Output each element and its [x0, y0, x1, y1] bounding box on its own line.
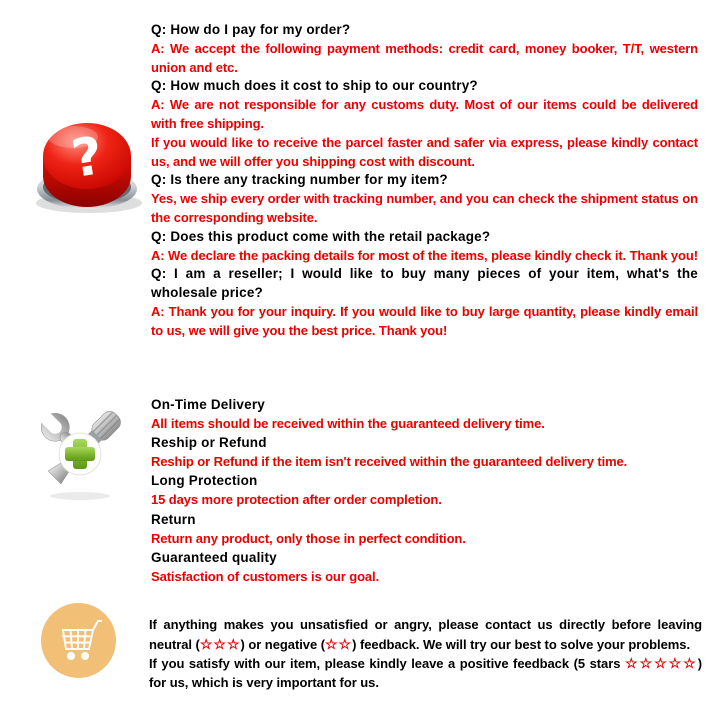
faq-question: Q: How do I pay for my order?: [151, 22, 351, 37]
feedback-text: If anything makes you unsatisfied or angry, please contact us directly before leaving neutral (: [149, 617, 702, 652]
shopping-cart-icon: [41, 603, 116, 678]
guarantee-description: 15 days more protection after order completion.: [151, 492, 442, 508]
guarantee-list: [151, 395, 698, 586]
feedback-text: ) for us, which is very important for us.: [149, 656, 702, 690]
question-button-icon: [26, 104, 148, 216]
faq-answer: Yes, we ship every order with tracking number, and you can check the shipment status on the corresponding website.: [151, 191, 698, 225]
faq-answer: A: We declare the packing details for most of the items, please kindly check it. Thank you!: [151, 247, 698, 263]
faq-answer: A: We are not responsible for any customs duty. Most of our items could be delivered with free shipping.: [151, 97, 698, 131]
faq-answer: A: We accept the following payment methods: credit card, money booker, T/T, western union and etc.: [151, 40, 698, 75]
faq-question: Q: I am a reseller; I would like to buy many pieces of your item, what's the wholesale price?: [151, 266, 698, 301]
faq-question: Q: How much does it cost to ship to our country?: [151, 78, 478, 94]
guarantee-title: Long Protection: [151, 473, 258, 489]
faq-question: Q: Does this product come with the retail package?: [151, 228, 491, 244]
feedback-text: ) feedback. We will try our best to solve your problems.: [352, 636, 691, 652]
feedback-text: If you satisfy with our item, please kindly leave a positive feedback (5 stars: [149, 656, 625, 672]
guarantee-title: Guaranteed quality: [151, 549, 277, 565]
faq-answer: If you would like to receive the parcel faster and safer via express, please kindly contact us, and we will offer you shipping cost with discount.: [151, 134, 698, 169]
guarantee-description: All items should be received within the guaranteed delivery time.: [151, 416, 545, 432]
feedback-text: ) or negative (: [240, 636, 325, 652]
guarantee-description: Reship or Refund if the item isn't received within the guaranteed delivery time.: [151, 454, 628, 470]
guarantee-title: Reship or Refund: [151, 435, 267, 451]
guarantee-description: Satisfaction of customers is our goal.: [151, 568, 380, 584]
faq-question: Q: Is there any tracking number for my item?: [151, 172, 448, 188]
rating-stars-icon: ☆☆☆: [199, 635, 241, 652]
tools-icon: [28, 400, 132, 504]
svg-text:?: ?: [67, 125, 107, 190]
guarantee-description: Return any product, only those in perfect condition.: [151, 530, 466, 546]
feedback-paragraph: [149, 654, 702, 692]
faq-answer: A: Thank you for your inquiry. If you would like to buy large quantity, please kindly email to us, we will give you the best price. Thank you!: [151, 303, 698, 338]
faq-list: [151, 21, 698, 341]
guarantee-title: Return: [151, 511, 196, 527]
guarantee-title: On-Time Delivery: [151, 397, 265, 412]
feedback-paragraph: [149, 616, 702, 654]
rating-stars-icon: ☆☆☆☆☆: [624, 655, 698, 672]
rating-stars-icon: ☆☆: [325, 635, 353, 652]
feedback-paragraphs: [149, 616, 702, 692]
